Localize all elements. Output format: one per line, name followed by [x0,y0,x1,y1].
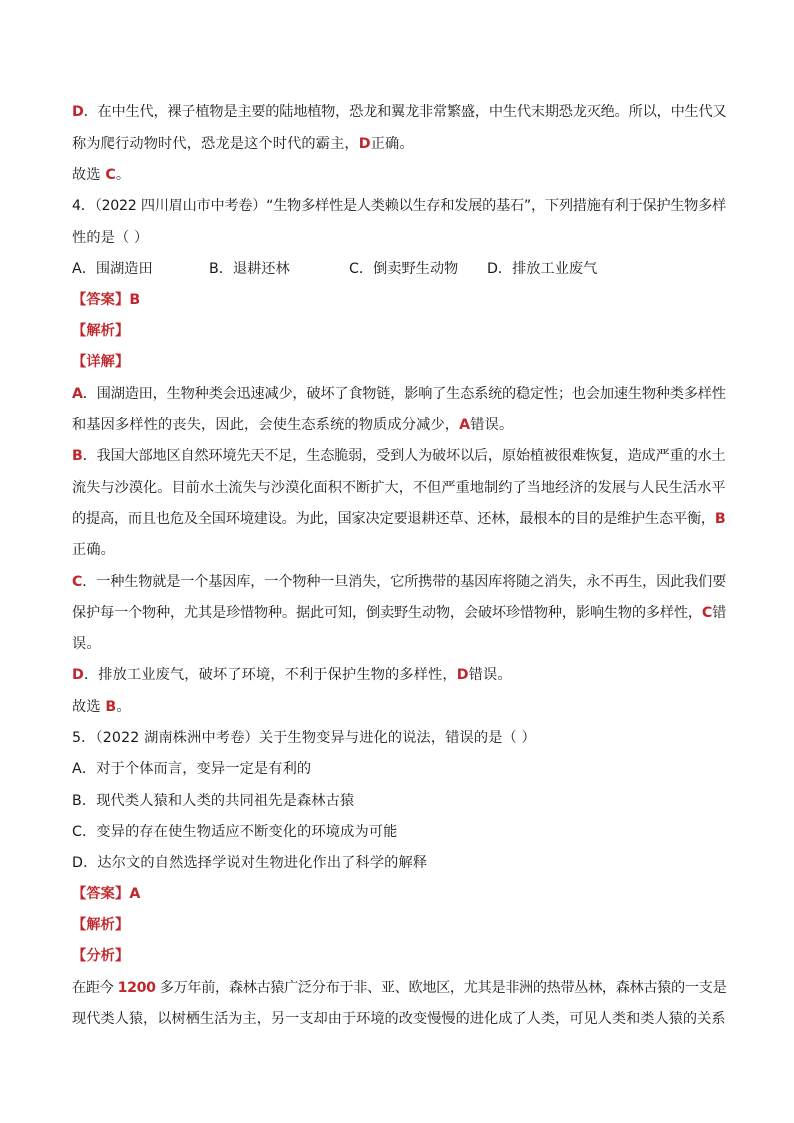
q4-option-a: A．围湖造田 [72,261,153,277]
q3-option-d-explanation-line-2: 称为爬行动物时代，恐龙是这个时代的霸主，D正确。 [72,136,414,152]
q5-option-a: A．对于个体而言，变异一定是有利的 [72,761,312,777]
q4-explain-b-line-1: B．我国大部地区自然环境先天不足，生态脆弱，受到人为破坏以后，原始植被很难恢复，造成严重的水土 [72,448,726,464]
q4-answer: 【答案】B [72,292,141,308]
q5-analysis-heading: 【解析】 [72,917,130,933]
q3-option-d-explanation-line-1: D．在中生代，裸子植物是主要的陆地植物，恐龙和翼龙非常繁盛，中生代末期恐龙灭绝。所以，中生代又 [72,104,727,120]
q4-explain-d-line-1: D．排放工业废气，破坏了环境，不利于保护生物的多样性，D错误。 [72,667,512,683]
q4-analysis-heading: 【解析】 [72,323,130,339]
q4-explain-b-line-3: 的提高，而且也危及全国环境建设。为此，国家决定要退耕还草、还林，最根本的目的是维护生态平衡，B [72,511,726,527]
q4-stem-line-2: 性的是（ ） [72,230,149,246]
q5-option-c: C．变异的存在使生物适应不断变化的环境成为可能 [72,824,398,840]
q4-explain-c-line-1: C．一种生物就是一个基因库，一个物种一旦消失，它所携带的基因库将随之消失，永不再生，因此我们要 [72,574,727,590]
q4-explain-a-line-1: A．围湖造田，生物种类会迅速减少，破坏了食物链，影响了生态系统的稳定性；也会加速生物种类多样性 [72,386,726,402]
q4-stem-line-1: 4．（2022 四川眉山市中考卷）“生物多样性是人类赖以生存和发展的基石”，下列措施有利于保护生物多样 [72,198,726,214]
q5-answer: 【答案】A [72,886,141,902]
q4-explain-a-line-2: 和基因多样性的丧失，因此，会使生态系统的物质成分减少，A错误。 [72,417,514,433]
q5-option-b: B．现代类人猿和人类的共同祖先是森林古猿 [72,793,355,809]
q4-explain-c-line-3: 误。 [72,636,101,652]
q4-option-d: D．排放工业废气 [487,261,598,277]
q4-explain-b-line-4: 正确。 [72,542,116,558]
q4-option-b: B．退耕还林 [209,261,290,277]
q4-explain-b-line-2: 流失与沙漠化。目前水土流失与沙漠化面积不断扩大，不但严重地制约了当地经济的发展与人民生活水平 [72,480,726,496]
q5-fenxi-line-2: 现代类人猿，以树栖生活为主，另一支却由于环境的改变慢慢的进化成了人类，可见人类和类人猿的关系 [72,1011,726,1027]
q5-stem: 5．（2022 湖南株洲中考卷）关于生物变异与进化的说法，错误的是（ ） [72,730,536,746]
q4-detail-heading: 【详解】 [72,354,130,370]
q4-option-c: C．倒卖野生动物 [349,261,459,277]
q4-answer-letter: B [129,292,141,308]
q4-explain-c-line-2: 保护每一个物种，尤其是珍惜物种。据此可知，倒卖野生动物，会破坏珍惜物种，影响生物的多样性，C错 [72,605,727,621]
q3-final-choice: 故选 C。 [72,167,131,183]
q4-final-choice: 故选 B。 [72,699,131,715]
q5-fenxi-heading: 【分析】 [72,948,130,964]
q5-option-d: D．达尔文的自然选择学说对生物进化作出了科学的解释 [72,855,428,871]
q5-answer-letter: A [129,886,141,902]
option-d-label: D [72,104,84,120]
q5-fenxi-line-1: 在距今 1200 多万年前，森林古猿广泛分布于非、亚、欧地区，尤其是非洲的热带丛林，森林古猿的一支是 [72,980,727,996]
q3-answer-letter: C [105,167,116,183]
